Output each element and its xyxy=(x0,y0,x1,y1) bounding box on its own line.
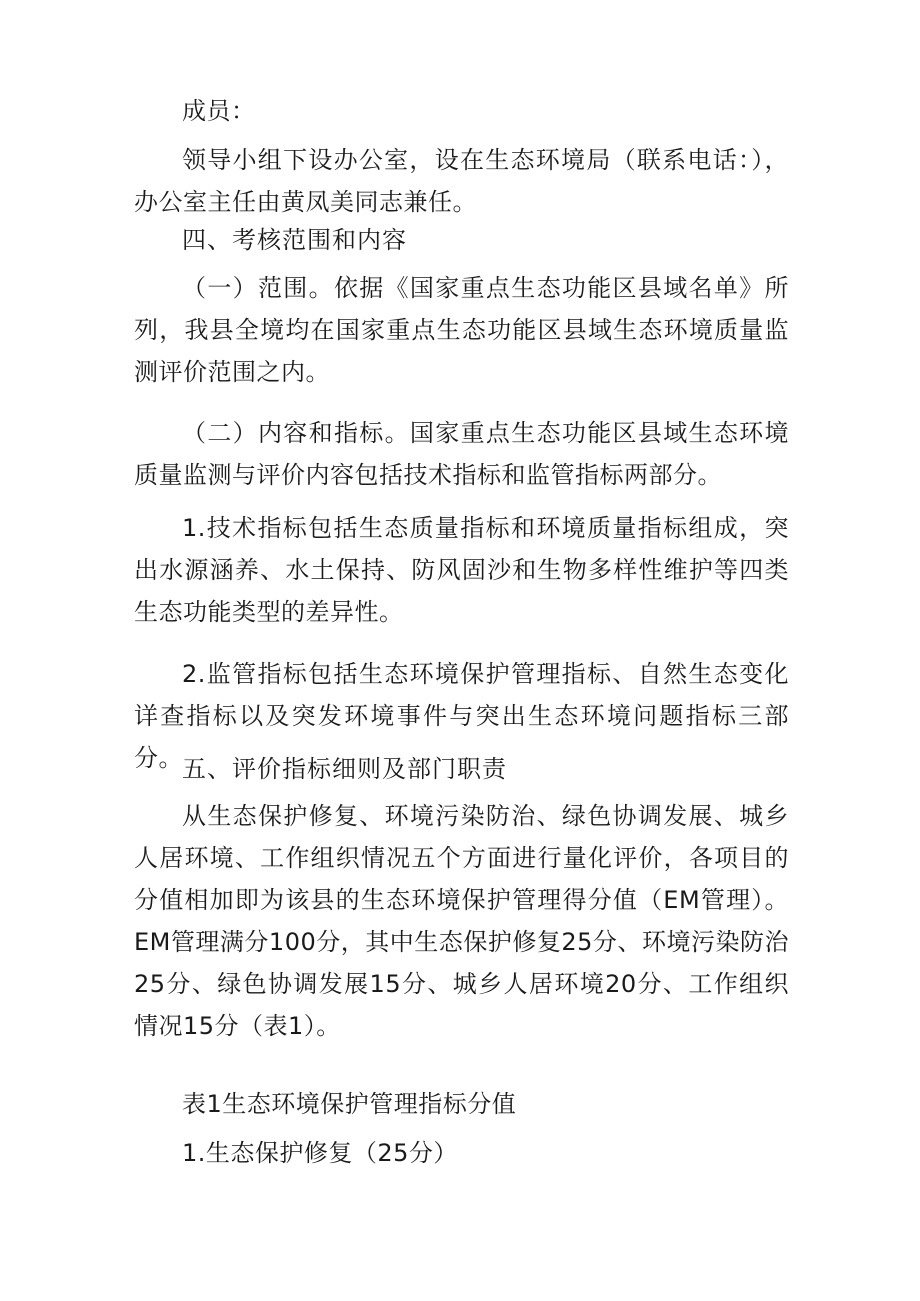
subsection-heading-ecology: 1.生态保护修复（25分） xyxy=(182,1139,458,1167)
section-heading-4: 四、考核范围和内容 xyxy=(182,226,407,254)
evaluation-paragraph: 从生态保护修复、环境污染防治、绿色协调发展、城乡人居环境、工作组织情况五个方面进行量化评价，各项目的分值相加即为该县的生态环境保护管理得分值（EM管理）。EM管理满分100分，其中生态保护修复25分、环境污染防治25分、绿色协调发展15分、城乡人居环境20分、工作组织情况15分（表1）。 xyxy=(134,802,789,1040)
content-indicators-paragraph: （二）内容和指标。国家重点生态功能区县域生态环境质量监测与评价内容包括技术指标和监管指标两部分。 xyxy=(134,419,789,489)
scope-paragraph: （一）范围。依据《国家重点生态功能区县域名单》所列，我县全境均在国家重点生态功能区县域生态环境质量监测评价范围之内。 xyxy=(134,274,789,386)
members-line: 成员： xyxy=(182,97,256,125)
office-paragraph: 领导小组下设办公室，设在生态环境局（联系电话：），办公室主任由黄凤美同志兼任。 xyxy=(134,146,789,216)
supervision-indicators-item: 2.监管指标包括生态环境保护管理指标、自然生态变化详查指标以及突发环境事件与突出生态环境问题指标三部分。 xyxy=(134,660,789,772)
section-heading-5: 五、评价指标细则及部门职责 xyxy=(182,755,507,783)
technical-indicators-item: 1.技术指标包括生态质量指标和环境质量指标组成，突出水源涵养、水土保持、防风固沙和生物多样性维护等四类生态功能类型的差异性。 xyxy=(134,514,789,626)
table-caption: 表1生态环境保护管理指标分值 xyxy=(182,1090,517,1118)
